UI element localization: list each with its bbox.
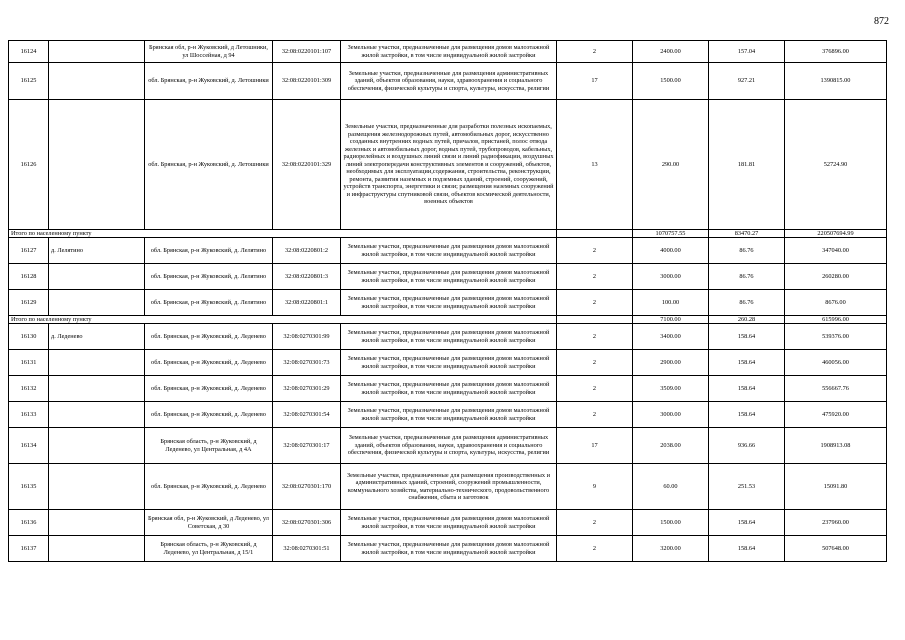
area: 4000.00: [633, 238, 709, 264]
address: обл. Брянская, р-н Жуковский, д. Лелятино: [145, 264, 273, 290]
area: 2400.00: [633, 41, 709, 63]
table-row: [9, 264, 887, 290]
cadastral-number: 32:08:0270301:306: [273, 510, 341, 536]
settlement-name: [49, 290, 145, 316]
area: 100.00: [633, 290, 709, 316]
use-group: 2: [557, 41, 633, 63]
use-group: 2: [557, 510, 633, 536]
cadastral-value: 1908913.08: [785, 428, 887, 464]
address: обл. Брянская, р-н Жуковский, д. Леденево: [145, 350, 273, 376]
settlement-name: [49, 264, 145, 290]
table-row: [9, 510, 887, 536]
settlement-total-row: [9, 316, 887, 324]
cadastral-number: 32:08:0220801:1: [273, 290, 341, 316]
use-group: 17: [557, 63, 633, 100]
land-use-purpose: Земельные участки, предназначенные для размещения домов малоэтажной жилой застройки, в том числе индивидуальной жилой застройки: [341, 41, 557, 63]
use-group: 2: [557, 350, 633, 376]
use-group: 9: [557, 464, 633, 510]
total-count-cell: [557, 316, 633, 324]
address: обл. Брянская, р-н Жуковский, д. Леденево: [145, 402, 273, 428]
land-use-purpose: Земельные участки, предназначенные для размещения домов малоэтажной жилой застройки, в том числе индивидуальной жилой застройки: [341, 324, 557, 350]
land-use-purpose: Земельные участки, предназначенные для размещения домов малоэтажной жилой застройки, в том числе индивидуальной жилой застройки: [341, 402, 557, 428]
settlement-name: д. Лелятино: [49, 238, 145, 264]
area: 3400.00: [633, 324, 709, 350]
address: обл. Брянская, р-н Жуковский, д. Леденево: [145, 324, 273, 350]
unit-cadastral-value: 158.64: [709, 510, 785, 536]
land-use-purpose: Земельные участки, предназначенные для размещения домов малоэтажной жилой застройки, в том числе индивидуальной жилой застройки: [341, 510, 557, 536]
cadastral-value: 475920.00: [785, 402, 887, 428]
address: Брянская область, р-н Жуковский, д Леденево, ул Центральная, д 15/1: [145, 536, 273, 562]
cadastral-value: 15091.80: [785, 464, 887, 510]
area: 1500.00: [633, 63, 709, 100]
row-number: 16131: [9, 350, 49, 376]
total-cadastral-value: 220507694.99: [785, 230, 887, 238]
address: обл. Брянская, р-н Жуковский, д. Лелятино: [145, 238, 273, 264]
unit-cadastral-value: 927.21: [709, 63, 785, 100]
total-count-cell: [557, 230, 633, 238]
cadastral-value: 556667.76: [785, 376, 887, 402]
table-row: [9, 290, 887, 316]
unit-cadastral-value: 158.64: [709, 402, 785, 428]
land-use-purpose: Земельные участки, предназначенные для размещения домов малоэтажной жилой застройки, в том числе индивидуальной жилой застройки: [341, 238, 557, 264]
address: обл. Брянская, р-н Жуковский, д. Леденево: [145, 376, 273, 402]
address: обл. Брянская, р-н Жуковский, д. Летошники: [145, 63, 273, 100]
row-number: 16130: [9, 324, 49, 350]
table-row: [9, 324, 887, 350]
cadastral-number: 32:08:0270301:17: [273, 428, 341, 464]
land-use-purpose: Земельные участки, предназначенные для размещения административных зданий, объектов образования, науки, здравоохранения и социального обеспечения, физической культуры и спорта, культуры, искусства, религии: [341, 63, 557, 100]
unit-cadastral-value: 157.04: [709, 41, 785, 63]
use-group: 17: [557, 428, 633, 464]
cadastral-number: 32:08:0220101:309: [273, 63, 341, 100]
land-use-purpose: Земельные участки, предназначенные для размещения домов малоэтажной жилой застройки, в том числе индивидуальной жилой застройки: [341, 290, 557, 316]
cadastral-number: 32:08:0220801:3: [273, 264, 341, 290]
cadastral-value: 460056.00: [785, 350, 887, 376]
area: 60.00: [633, 464, 709, 510]
table-row: [9, 428, 887, 464]
settlement-name: [49, 428, 145, 464]
row-number: 16135: [9, 464, 49, 510]
area: 1500.00: [633, 510, 709, 536]
cadastral-value: 260280.00: [785, 264, 887, 290]
total-label: Итого по населенному пункту: [9, 230, 557, 238]
table-row: [9, 536, 887, 562]
table-row: [9, 63, 887, 100]
unit-cadastral-value: 936.66: [709, 428, 785, 464]
cadastral-value: 539376.00: [785, 324, 887, 350]
area: 3509.00: [633, 376, 709, 402]
unit-cadastral-value: 181.81: [709, 100, 785, 230]
cadastral-value: 8676.00: [785, 290, 887, 316]
table-row: [9, 350, 887, 376]
row-number: 16127: [9, 238, 49, 264]
area: 3200.00: [633, 536, 709, 562]
total-unit-value: 83470.27: [709, 230, 785, 238]
cadastral-value-table: [8, 40, 887, 562]
use-group: 2: [557, 402, 633, 428]
cadastral-value: 237960.00: [785, 510, 887, 536]
use-group: 13: [557, 100, 633, 230]
settlement-name: [49, 464, 145, 510]
total-cadastral-value: 615996.00: [785, 316, 887, 324]
use-group: 2: [557, 290, 633, 316]
table-row: [9, 376, 887, 402]
unit-cadastral-value: 86.76: [709, 290, 785, 316]
settlement-name: [49, 402, 145, 428]
table-row: [9, 41, 887, 63]
cadastral-number: 32:08:0220101:107: [273, 41, 341, 63]
address: Брянская обл, р-н Жуковский, д Леденево, ул Советская, д 30: [145, 510, 273, 536]
land-use-purpose: Земельные участки, предназначенные для размещения домов малоэтажной жилой застройки, в том числе индивидуальной жилой застройки: [341, 350, 557, 376]
row-number: 16136: [9, 510, 49, 536]
address: обл. Брянская, р-н Жуковский, д. Леденево: [145, 464, 273, 510]
cadastral-value: 347040.00: [785, 238, 887, 264]
land-use-purpose: Земельные участки, предназначенные для разработки полезных ископаемых, размещения железнодорожных путей, автомобильных дорог, искусственно созданных внутренних водных путей, причалов, пристаней, полос отвода железных и автомобильных дорог, водных путей, трубопроводов, кабельных, радиорелейных и воздушных линий связи и линий радиофикации, воздушных линий электропередачи конструктивных элементов и сооружений, объектов, необходимых для эксплуатации,содержания, строительства, реконструкции, ремонта, развития наземных и подземных зданий, строений, сооружений, устройств транспорта, энергетики и связи; размещения наземных сооружений и инфраструктуры спутниковой связи, объектов космической деятельности, военных объектов: [341, 100, 557, 230]
cadastral-number: 32:08:0220801:2: [273, 238, 341, 264]
total-unit-value: 260.28: [709, 316, 785, 324]
row-number: 16125: [9, 63, 49, 100]
area: 290.00: [633, 100, 709, 230]
table-row: [9, 100, 887, 230]
settlement-name: [49, 41, 145, 63]
area: 2038.00: [633, 428, 709, 464]
settlement-name: [49, 376, 145, 402]
land-use-purpose: Земельные участки, предназначенные для размещения производственных и административных зданий, строений, сооружений промышленности, коммунального хозяйства, материально-технического, продовольственного снабжения, сбыта и заготовок: [341, 464, 557, 510]
cadastral-value: 507648.00: [785, 536, 887, 562]
cadastral-value: 376896.00: [785, 41, 887, 63]
land-use-purpose: Земельные участки, предназначенные для размещения домов малоэтажной жилой застройки, в том числе индивидуальной жилой застройки: [341, 376, 557, 402]
table-row: [9, 464, 887, 510]
settlement-name: [49, 536, 145, 562]
use-group: 2: [557, 376, 633, 402]
land-use-purpose: Земельные участки, предназначенные для размещения административных зданий, объектов образования, науки, здравоохранения и социального обеспечения, физической культуры и спорта, культуры, искусства, религии: [341, 428, 557, 464]
settlement-total-row: [9, 230, 887, 238]
total-area: 7100.00: [633, 316, 709, 324]
address: обл. Брянская, р-н Жуковский, д. Лелятино: [145, 290, 273, 316]
cadastral-value: 52724.90: [785, 100, 887, 230]
row-number: 16132: [9, 376, 49, 402]
cadastral-number: 32:08:0270301:99: [273, 324, 341, 350]
table-row: [9, 238, 887, 264]
unit-cadastral-value: 86.76: [709, 238, 785, 264]
total-area: 1070757.55: [633, 230, 709, 238]
unit-cadastral-value: 158.64: [709, 324, 785, 350]
settlement-name: [49, 510, 145, 536]
address: обл. Брянская, р-н Жуковский, д. Летошники: [145, 100, 273, 230]
row-number: 16133: [9, 402, 49, 428]
cadastral-number: 32:08:0270301:51: [273, 536, 341, 562]
cadastral-number: 32:08:0270301:170: [273, 464, 341, 510]
settlement-name: д. Леденево: [49, 324, 145, 350]
cadastral-value: 1390815.00: [785, 63, 887, 100]
page-number: 872: [874, 16, 889, 27]
row-number: 16124: [9, 41, 49, 63]
row-number: 16126: [9, 100, 49, 230]
unit-cadastral-value: 158.64: [709, 350, 785, 376]
area: 2900.00: [633, 350, 709, 376]
area: 3000.00: [633, 402, 709, 428]
table-row: [9, 402, 887, 428]
area: 3000.00: [633, 264, 709, 290]
row-number: 16128: [9, 264, 49, 290]
table-body: [9, 41, 887, 562]
unit-cadastral-value: 158.64: [709, 376, 785, 402]
land-use-purpose: Земельные участки, предназначенные для размещения домов малоэтажной жилой застройки, в том числе индивидуальной жилой застройки: [341, 536, 557, 562]
cadastral-number: 32:08:0270301:73: [273, 350, 341, 376]
land-use-purpose: Земельные участки, предназначенные для размещения домов малоэтажной жилой застройки, в том числе индивидуальной жилой застройки: [341, 264, 557, 290]
settlement-name: [49, 63, 145, 100]
address: Брянская область, р-н Жуковский, д Леденево, ул Центральная, д 4А: [145, 428, 273, 464]
unit-cadastral-value: 251.53: [709, 464, 785, 510]
row-number: 16129: [9, 290, 49, 316]
cadastral-number: 32:08:0220101:329: [273, 100, 341, 230]
settlement-name: [49, 350, 145, 376]
use-group: 2: [557, 536, 633, 562]
row-number: 16137: [9, 536, 49, 562]
use-group: 2: [557, 238, 633, 264]
address: Брянская обл, р-н Жуковский, д Летошники, ул Шоссейная, д 94: [145, 41, 273, 63]
unit-cadastral-value: 86.76: [709, 264, 785, 290]
settlement-name: [49, 100, 145, 230]
use-group: 2: [557, 324, 633, 350]
cadastral-number: 32:08:0270301:29: [273, 376, 341, 402]
row-number: 16134: [9, 428, 49, 464]
unit-cadastral-value: 158.64: [709, 536, 785, 562]
total-label: Итого по населенному пункту: [9, 316, 557, 324]
use-group: 2: [557, 264, 633, 290]
cadastral-number: 32:08:0270301:54: [273, 402, 341, 428]
